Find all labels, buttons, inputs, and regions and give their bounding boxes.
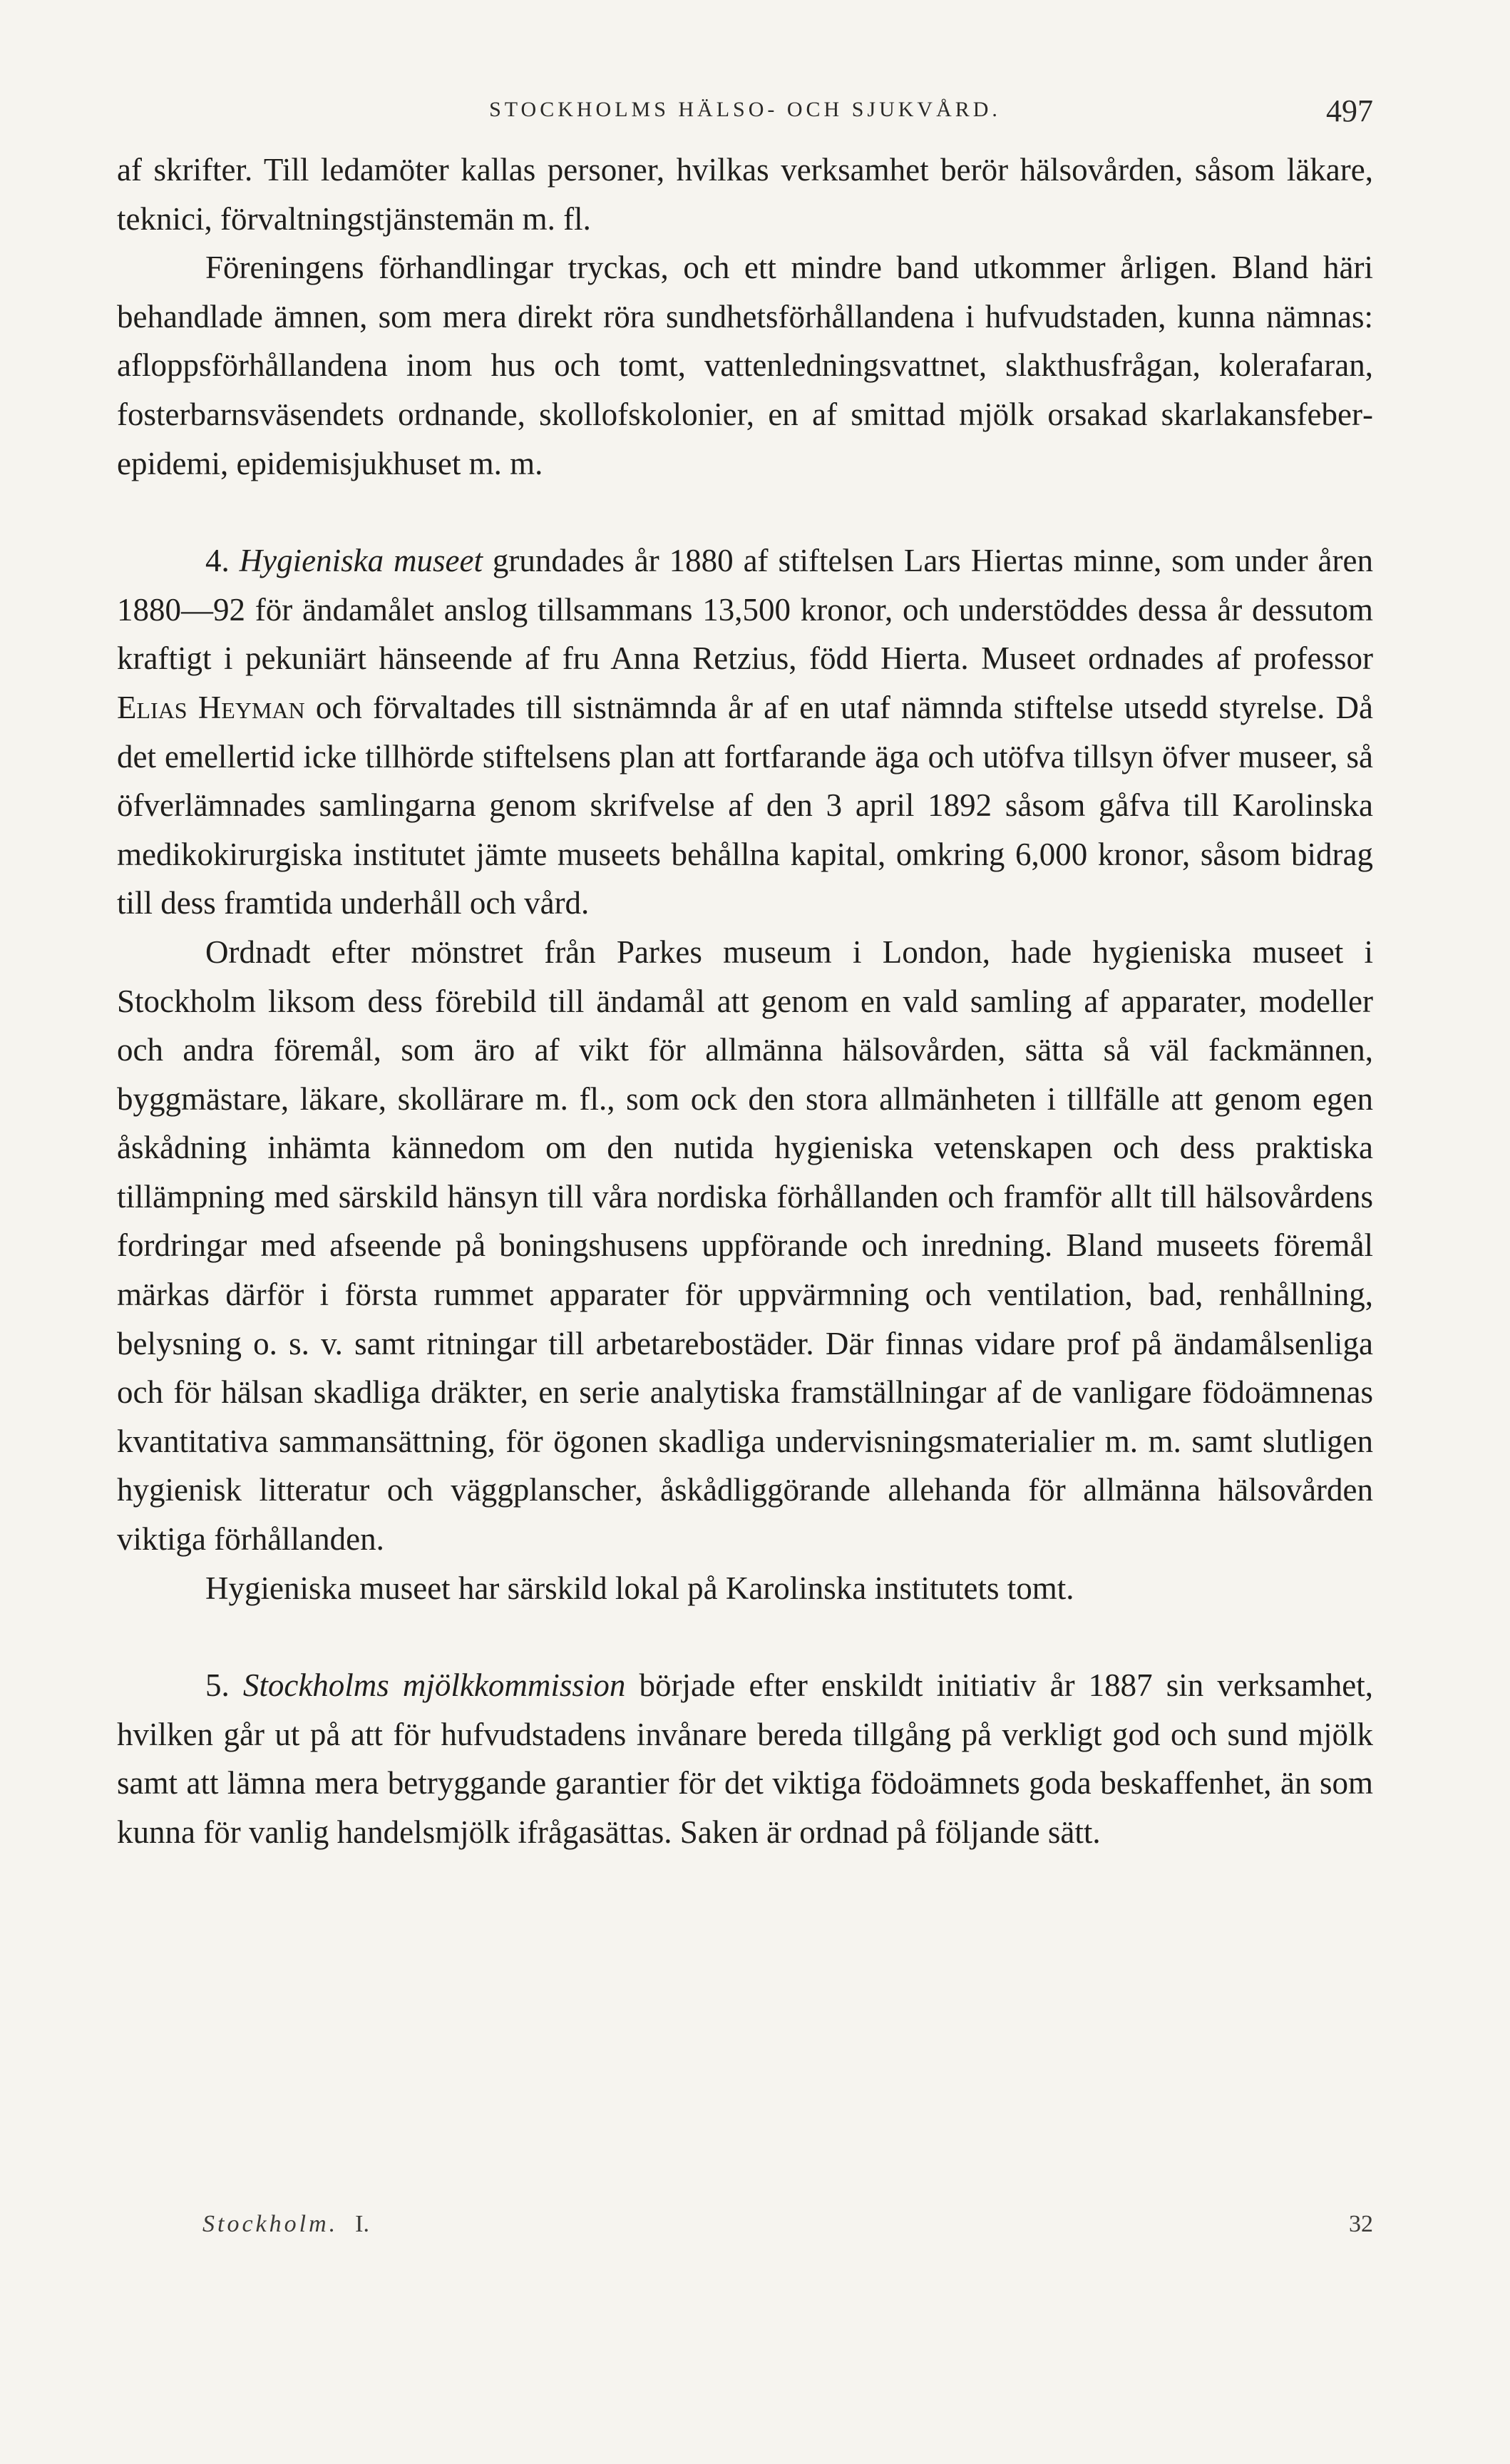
section-4-number: 4. [205,543,230,579]
section-4-text-a: grundades år 1880 af stiftelsen Lars Hiertas minne, som under åren 1880—92 för ändamålet anslog tillsammans 13,500 kronor, och understöddes dessa år dessutom kraftigt i pekuniärt hänseende af fru Anna Retzius, född Hierta. Museet ordnades af professor [117,543,1373,677]
section-5-number: 5. [205,1667,230,1704]
running-title: STOCKHOLMS HÄLSO- OCH SJUKVÅRD. [489,98,1001,121]
paragraph-museum-location: Hygieniska museet har särskild lokal på Karolinska institutets tomt. [205,1570,1074,1606]
section-4-paragraph [117,536,1373,928]
section-5-text: började efter enskildt initiativ år 1887 sin verksamhet, hvilken går ut på att för hufvudstadens invånare bereda tillgång på verkligt god och sund mjölk samt att lämna mera betryggande garantier för det viktiga födoämnets goda beskaffenhet, än som kunna för vanlig handelsmjölk ifrågasättas. Saken är ordnad på följande sätt. [117,1667,1374,1850]
signature-line [117,2211,1373,2246]
signature-number: 32 [1349,2211,1373,2237]
section-4-title: Hygieniska museet [239,543,483,579]
signature-volume: I. [355,2211,369,2237]
page-number: 497 [1326,93,1373,128]
signature-title: Stockholm. [202,2211,339,2237]
body-text [117,145,1373,1857]
signature-mark [202,2211,369,2238]
paragraph-continuation: af skrifter. Till ledamöter kallas personer, hvilkas verksamhet berör hälsovården, såsom läkare, teknici, förvaltningstjänstemän m. fl. [117,152,1373,237]
section-5-paragraph [117,1661,1373,1856]
section-5-title: Stockholms mjölkkommission [242,1667,626,1704]
paragraph-museum-contents: Ordnadt efter mönstret från Parkes museum i London, hade hygieniska museet i Stockholm liksom dess förebild till ändamål att genom en vald samling af apparater, modeller och andra föremål, som äro af vikt för allmänna hälsovården, sätta så väl fackmännen, byggmästare, läkare, skollärare m. fl., som ock den stora allmänheten i tillfälle att genom egen åskådning inhämta kännedom om den nutida hygieniska vetenskapen och dess praktiska tillämpning med särskild hänsyn till våra nordiska förhållanden och framför allt till hälsovårdens fordringar med afseende på boningshusens uppförande och inredning. Bland museets föremål märkas därför i första rummet apparater för uppvärmning och ventilation, bad, renhållning, belysning o. s. v. samt ritningar till arbetarebostäder. Där finnas vidare prof på ändamålsenliga och för hälsan skadliga dräkter, en serie analytiska framställningar af de vanligare födoämnenas kvantitativa sammansättning, för ögonen skadliga undervisningsmaterialier m. m. samt slutligen hygienisk litteratur och väggplanscher, åskådliggörande allehanda för allmänna hälsovården viktiga förhållanden. [117,934,1373,1558]
paragraph-society-proceedings: Föreningens förhandlingar tryckas, och ett mindre band utkommer årligen. Bland häri behandlade ämnen, som mera direkt röra sundhetsförhållandena i hufvudstaden, kunna nämnas: afloppsförhållandena inom hus och tomt, vattenledningsvattnet, slakthusfrågan, kolerafaran, fosterbarnsväsendets ordnande, skollofskolonier, en af smittad mjölk orsakad skarlakansfeberepidemi, epidemisjukhuset m. m. [117,250,1373,481]
section-4-text-b: och förvaltades till sistnämnda år af en utaf nämnda stiftelse utsedd styrelse. Då det emellertid icke tillhörde stiftelsens plan att fortfarande äga och utöfva tillsyn öfver museer, så öfverlämnades samlingarna genom skrifvelse af den 3 april 1892 såsom gåfva till Karolinska medikokirurgiska institutet jämte museets behållna kapital, omkring 6,000 kronor, såsom bidrag till dess framtida underhåll och vård. [117,689,1373,921]
person-name: Elias Heyman [117,689,305,725]
running-head [117,91,1373,128]
